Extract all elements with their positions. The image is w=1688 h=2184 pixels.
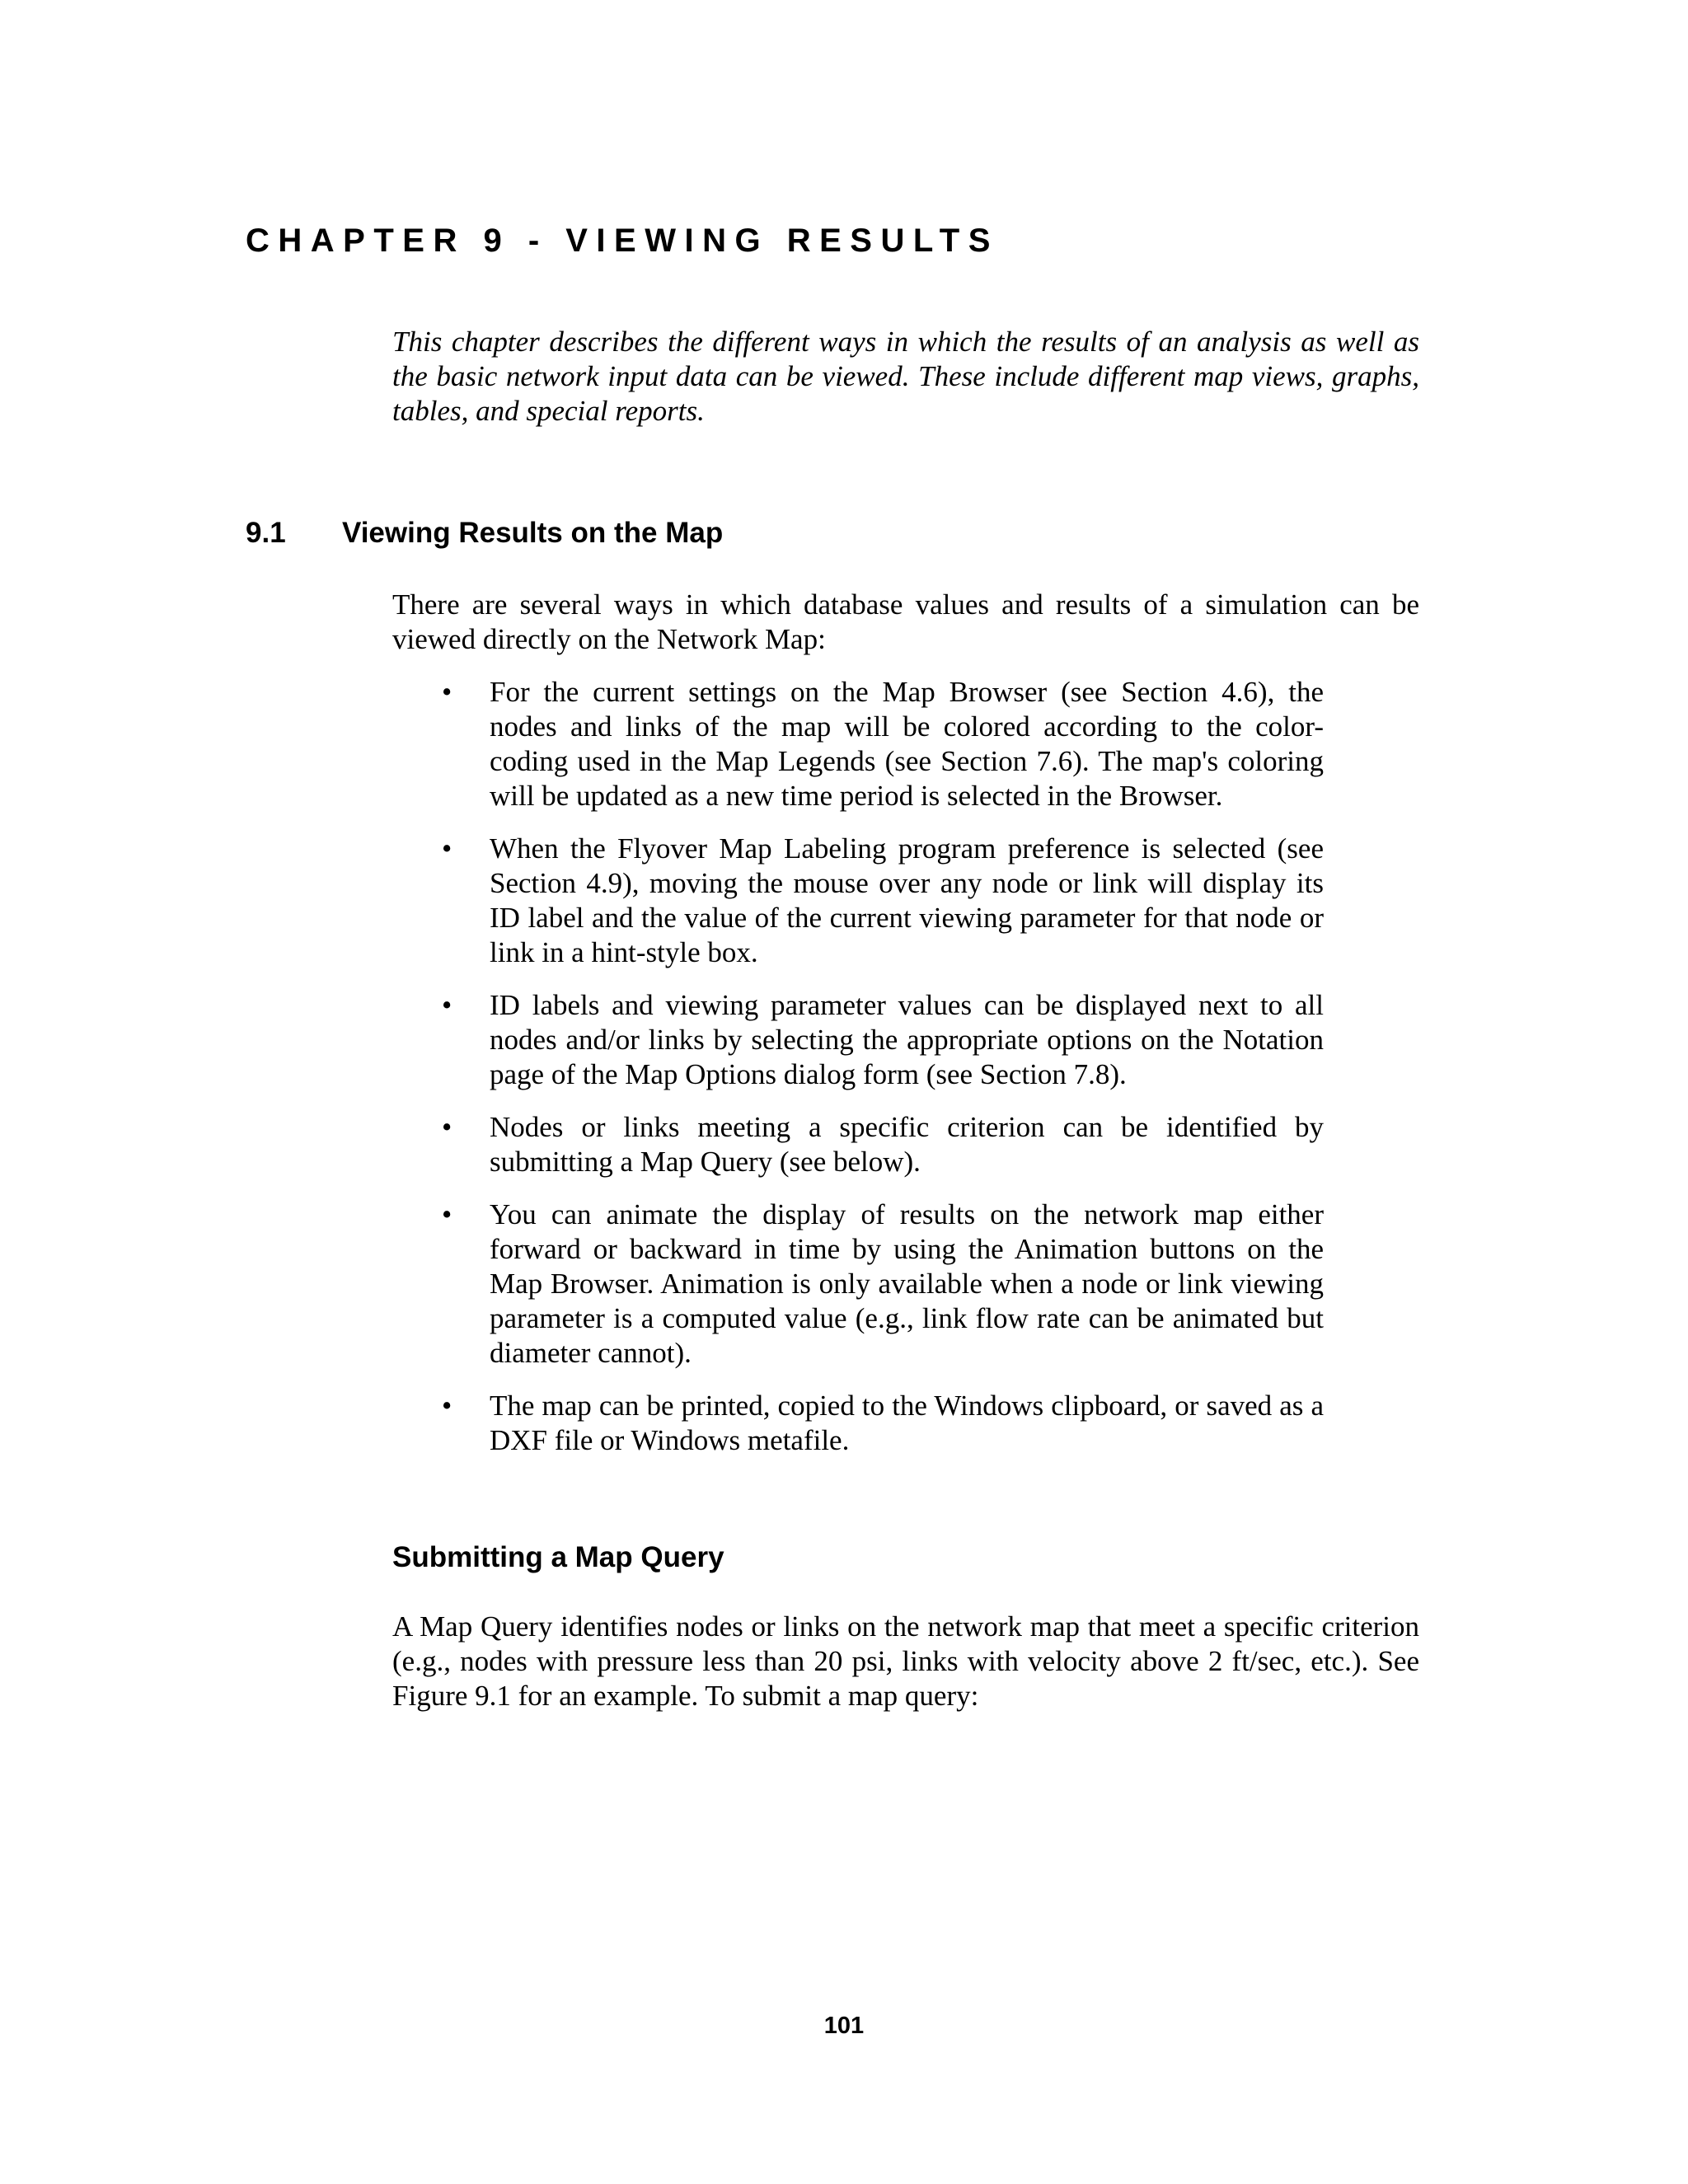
bullet-item — [392, 1389, 1324, 1458]
bullet-icon: • — [442, 832, 452, 865]
page-number: 101 — [823, 2013, 865, 2039]
bullet-item — [392, 675, 1324, 813]
chapter-title: CHAPTER 9 - VIEWING RESULTS — [246, 223, 999, 259]
bullet-item — [392, 1197, 1324, 1371]
bullet-item — [392, 832, 1324, 970]
bullet-text: ID labels and viewing parameter values can be displayed next to all nodes and/or links by selecting the appropriate options on the Notation page of the Map Options dialog form (see Section 7.8). — [490, 989, 1324, 1090]
subsection-heading: Submitting a Map Query — [392, 1541, 724, 1573]
section-title: Viewing Results on the Map — [342, 517, 724, 549]
bullet-icon: • — [442, 676, 452, 708]
bullet-icon: • — [442, 1198, 452, 1230]
bullet-icon: • — [442, 1111, 452, 1143]
chapter-intro: This chapter describes the different ways in which the results of an analysis as well as the basic network input data can be viewed. These include different map views, graphs, tables, and special reports. — [392, 326, 1419, 427]
bullet-icon: • — [442, 989, 452, 1021]
bullet-item — [392, 1110, 1324, 1179]
bullet-text: When the Flyover Map Labeling program preference is selected (see Section 4.9), moving the mouse over any node or link will display its ID label and the value of the current viewing parameter for that node or link in a hint-style box. — [490, 832, 1324, 968]
bullet-item — [392, 988, 1324, 1092]
bullet-text: For the current settings on the Map Browser (see Section 4.6), the nodes and links of the map will be colored according to the color-coding used in the Map Legends (see Section 7.6). The map's coloring will be updated as a new time period is selected in the Browser. — [490, 676, 1324, 812]
bullet-text: Nodes or links meeting a specific criterion can be identified by submitting a Map Query (see below). — [490, 1111, 1324, 1178]
bullet-text: You can animate the display of results on the network map either forward or backward in time by using the Animation buttons on the Map Browser. Animation is only available when a node or link viewing parameter is a computed value (e.g., link flow rate can be animated but diameter cannot). — [490, 1198, 1324, 1369]
bullet-text: The map can be printed, copied to the Windows clipboard, or saved as a DXF file or Windows metafile. — [490, 1390, 1324, 1456]
subsection-paragraph: A Map Query identifies nodes or links on the network map that meet a specific criterion (e.g., nodes with pressure less than 20 psi, links with velocity above 2 ft/sec, etc.). See Figure 9.1 for an example. To submit a map query: — [392, 1610, 1419, 1712]
bullet-list — [392, 675, 1324, 1476]
section-number: 9.1 — [246, 517, 286, 549]
bullet-icon: • — [442, 1390, 452, 1422]
section-heading — [246, 517, 723, 550]
section-paragraph: There are several ways in which database values and results of a simulation can be viewed directly on the Network Map: — [392, 588, 1419, 655]
